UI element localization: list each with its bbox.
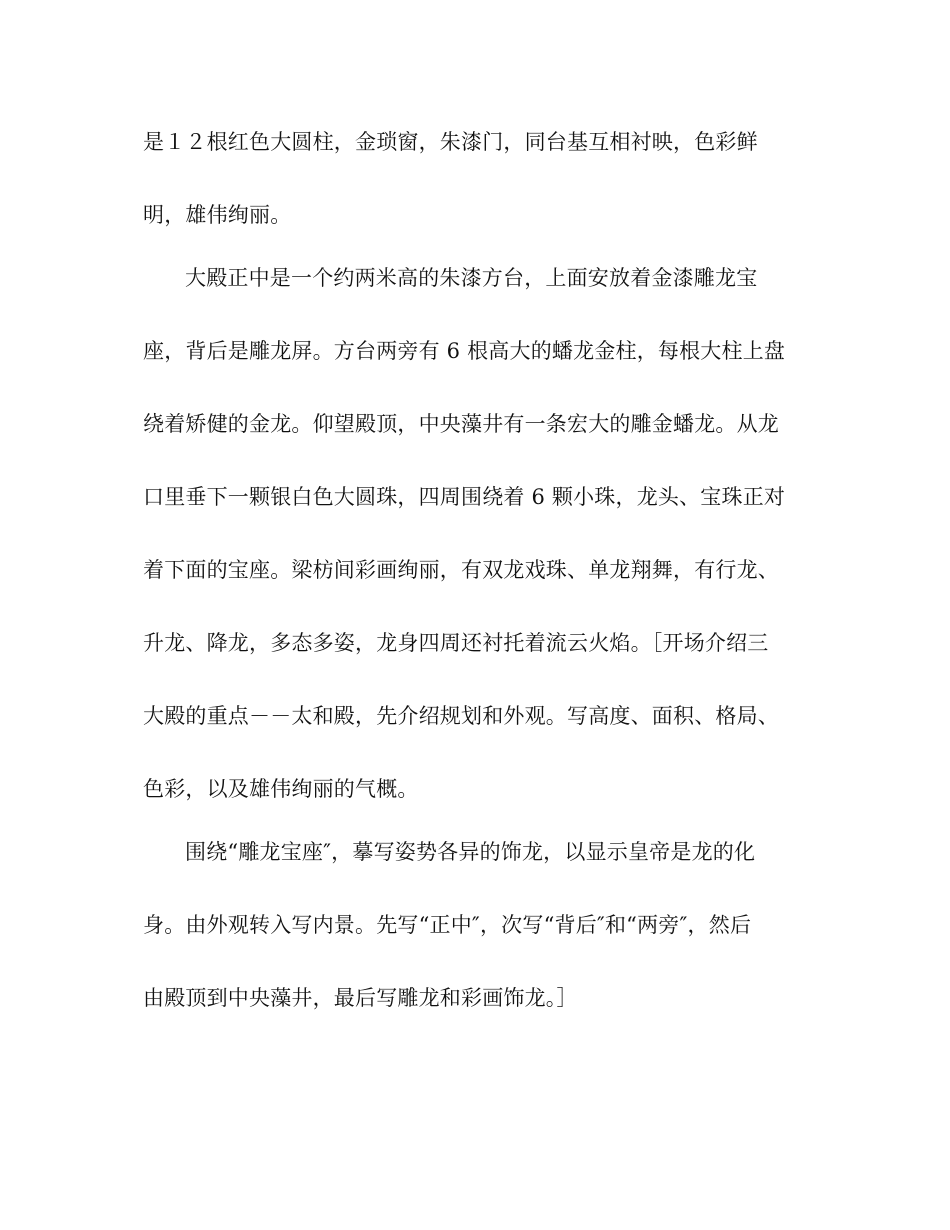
paragraph-3-line-2: 身。由外观转入写内景。先写“正中″，次写“背后″和“两旁″，然后 [143, 913, 752, 937]
paragraph-2-line-6: 升龙、降龙，多态多姿，龙身四周还衬托着流云火焰。［开场介绍三 [143, 631, 769, 655]
paragraph-2-line-5: 着下面的宝座。梁枋间彩画绚丽，有双龙戏珠、单龙翔舞，有行龙、 [143, 558, 779, 582]
paragraph-2-line-1: 大殿正中是一个约两米高的朱漆方台，上面安放着金漆雕龙宝 [185, 266, 758, 290]
text-line-2: 明，雄伟绚丽。 [143, 203, 292, 227]
paragraph-2-line-3: 绕着矫健的金龙。仰望殿顶，中央藻井有一条宏大的雕金蟠龙。从龙 [143, 412, 779, 436]
paragraph-2-line-7: 大殿的重点－－太和殿，先介绍规划和外观。写高度、面积、格局、 [143, 704, 779, 728]
paragraph-3-line-1: 围绕“雕龙宝座″，摹写姿势各异的饰龙，以显示皇帝是龙的化 [185, 840, 756, 864]
paragraph-2-line-2: 座，背后是雕龙屏。方台两旁有 6 根高大的蟠龙金柱，每根大柱上盘 [143, 339, 786, 363]
text-line-1: 是１２根红色大圆柱，金琐窗，朱漆门，同台基互相衬映，色彩鲜 [143, 130, 758, 154]
paragraph-2-line-8: 色彩，以及雄伟绚丽的气概。 [143, 777, 419, 801]
paragraph-3-line-3: 由殿顶到中央藻井，最后写雕龙和彩画饰龙。］ [143, 986, 578, 1010]
paragraph-2-line-4: 口里垂下一颗银白色大圆珠，四周围绕着 6 颗小珠，龙头、宝珠正对 [143, 485, 786, 509]
